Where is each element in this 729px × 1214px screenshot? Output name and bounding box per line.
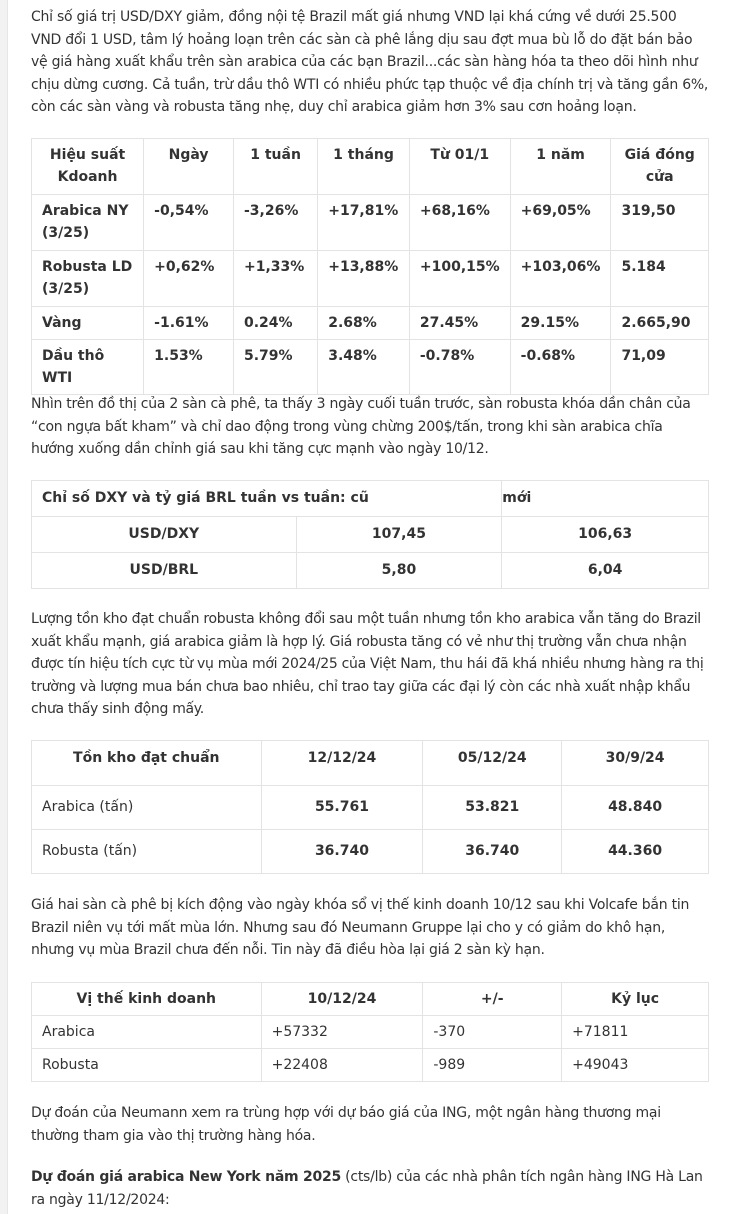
table-cell: 27.45% bbox=[409, 307, 510, 340]
table-header-cell: Chỉ số DXY và tỷ giá BRL tuần vs tuần: cũ bbox=[32, 481, 502, 517]
table-row bbox=[32, 340, 709, 395]
table-header-cell: 1 năm bbox=[510, 139, 611, 195]
table-header-cell: mới bbox=[502, 481, 709, 517]
table-cell: +68,16% bbox=[409, 195, 510, 251]
ing-forecast-text: (cts/lb) của các nhà phân tích ngân hàng ING Hà Lan ra ngày 11/12/2024: bbox=[31, 1169, 703, 1208]
table-header-cell: 05/12/24 bbox=[423, 741, 562, 786]
table-cell: -3,26% bbox=[233, 195, 317, 251]
table-cell: +49043 bbox=[562, 1049, 709, 1082]
table-cell: +17,81% bbox=[318, 195, 410, 251]
table-cell: +71811 bbox=[562, 1016, 709, 1049]
table-cell: 0.24% bbox=[233, 307, 317, 340]
table-cell: 55.761 bbox=[261, 786, 423, 830]
table-cell: Vàng bbox=[32, 307, 144, 340]
table-cell: 5.79% bbox=[233, 340, 317, 395]
table-header-cell: 10/12/24 bbox=[261, 983, 423, 1016]
table-row bbox=[32, 307, 709, 340]
table-cell: 36.740 bbox=[261, 830, 423, 874]
table-cell: 319,50 bbox=[611, 195, 709, 251]
table-cell: 3.48% bbox=[318, 340, 410, 395]
table-header-cell: Ngày bbox=[144, 139, 234, 195]
table-cell: 6,04 bbox=[502, 553, 709, 589]
table-cell: Robusta LD (3/25) bbox=[32, 251, 144, 307]
table-cell: -0.68% bbox=[510, 340, 611, 395]
table-header-cell: Kỷ lục bbox=[562, 983, 709, 1016]
table-cell: Robusta (tấn) bbox=[32, 830, 262, 874]
table-cell: 1.53% bbox=[144, 340, 234, 395]
table-row bbox=[32, 251, 709, 307]
left-margin-bar bbox=[0, 0, 8, 1214]
table-row bbox=[32, 517, 709, 553]
ing-forecast-paragraph bbox=[31, 1166, 709, 1211]
table-cell: -0,54% bbox=[144, 195, 234, 251]
table-cell: 44.360 bbox=[562, 830, 709, 874]
inventory-table bbox=[31, 740, 709, 874]
ing-forecast-heading: Dự đoán giá arabica New York năm 2025 bbox=[31, 1169, 341, 1185]
table-cell: +100,15% bbox=[409, 251, 510, 307]
table-header-cell: 1 tuần bbox=[233, 139, 317, 195]
dxy-brl-table bbox=[31, 480, 709, 589]
table-header-row bbox=[32, 983, 709, 1016]
performance-table bbox=[31, 138, 709, 395]
table-cell: +69,05% bbox=[510, 195, 611, 251]
table-header-row bbox=[32, 481, 709, 517]
table-cell: 53.821 bbox=[423, 786, 562, 830]
table-cell: USD/BRL bbox=[32, 553, 297, 589]
table-header-cell: Vị thế kinh doanh bbox=[32, 983, 262, 1016]
table-header-cell: 12/12/24 bbox=[261, 741, 423, 786]
table-row bbox=[32, 1016, 709, 1049]
table-cell: 29.15% bbox=[510, 307, 611, 340]
position-table bbox=[31, 982, 709, 1082]
volcafe-paragraph: Giá hai sàn cà phê bị kích động vào ngày khóa sổ vị thế kinh doanh 10/12 sau khi Volcafe bắn tin Brazil niên vụ tới mất mùa lớn. Nhưng sau đó Neumann Gruppe lại cho y có giảm do khô hạn, nhưng vụ mùa Brazil chưa đến nỗi. Tin này đã điều hòa lại giá 2 sàn kỳ hạn. bbox=[31, 897, 690, 958]
table-row bbox=[32, 830, 709, 874]
chart-commentary-paragraph: Nhìn trên đồ thị của 2 sàn cà phê, ta thấy 3 ngày cuối tuần trước, sàn robusta khóa dần chân của “con ngựa bất kham” và chỉ dao động trong vùng chừng 200$/tấn, trong khi sàn arabica chĩa hướng xuống dần chỉnh giá sau khi tăng cực mạnh vào ngày 10/12. bbox=[31, 396, 691, 457]
table-cell: 106,63 bbox=[502, 517, 709, 553]
table-header-cell: Giá đóng cửa bbox=[611, 139, 709, 195]
table-row bbox=[32, 195, 709, 251]
table-row bbox=[32, 553, 709, 589]
table-cell: Arabica (tấn) bbox=[32, 786, 262, 830]
table-row bbox=[32, 786, 709, 830]
table-cell: 2.665,90 bbox=[611, 307, 709, 340]
table-header-cell: Hiệu suất Kdoanh bbox=[32, 139, 144, 195]
table-header-cell: Từ 01/1 bbox=[409, 139, 510, 195]
table-cell: +22408 bbox=[261, 1049, 423, 1082]
table-cell: 2.68% bbox=[318, 307, 410, 340]
neumann-paragraph: Dự đoán của Neumann xem ra trùng hợp với dự báo giá của ING, một ngân hàng thương mại thường tham gia vào thị trường hàng hóa. bbox=[31, 1105, 661, 1144]
intro-paragraph: Chỉ số giá trị USD/DXY giảm, đồng nội tệ Brazil mất giá nhưng VND lại khá cứng về dưới 25.500 VND đổi 1 USD, tâm lý hoảng loạn trên các sàn cà phê lắng dịu sau đợt mua bù lỗ do đặt bán bảo vệ giá hàng xuất khẩu trên sàn arabica của các bạn Brazil...các sàn hàng hóa ta theo dõi hình như chịu dừng cương. Cả tuần, trừ dầu thô WTI có nhiều phức tạp thuộc về địa chính trị và tăng gần 6%, còn các sàn vàng và robusta tăng nhẹ, duy chỉ arabica giảm hơn 3% sau cơn hoảng loạn. bbox=[31, 9, 709, 115]
table-row bbox=[32, 1049, 709, 1082]
table-cell: +1,33% bbox=[233, 251, 317, 307]
table-header-cell: +/- bbox=[423, 983, 562, 1016]
table-cell: +0,62% bbox=[144, 251, 234, 307]
table-cell: Arabica NY (3/25) bbox=[32, 195, 144, 251]
table-header-cell: 1 tháng bbox=[318, 139, 410, 195]
table-cell: +57332 bbox=[261, 1016, 423, 1049]
table-cell: -1.61% bbox=[144, 307, 234, 340]
table-cell: +13,88% bbox=[318, 251, 410, 307]
table-cell: +103,06% bbox=[510, 251, 611, 307]
table-header-row bbox=[32, 139, 709, 195]
table-cell: 5.184 bbox=[611, 251, 709, 307]
table-cell: 48.840 bbox=[562, 786, 709, 830]
table-cell: -0.78% bbox=[409, 340, 510, 395]
table-cell: Arabica bbox=[32, 1016, 262, 1049]
table-cell: -989 bbox=[423, 1049, 562, 1082]
table-cell: USD/DXY bbox=[32, 517, 297, 553]
table-cell: Robusta bbox=[32, 1049, 262, 1082]
table-cell: Dầu thô WTI bbox=[32, 340, 144, 395]
inventory-paragraph: Lượng tồn kho đạt chuẩn robusta không đổi sau một tuần nhưng tồn kho arabica vẫn tăng do Brazil xuất khẩu mạnh, giá arabica giảm là hợp lý. Giá robusta tăng có vẻ như thị trường vẫn chưa nhận được tín hiệu tích cực từ vụ mùa mới 2024/25 của Việt Nam, thu hái đã khá nhiều nhưng hàng ra thị trường và lượng mua bán chưa bao nhiêu, chỉ trao tay giữa các đại lý còn các nhà xuất nhập khẩu chưa thấy sinh động mấy. bbox=[31, 611, 704, 717]
table-cell: 71,09 bbox=[611, 340, 709, 395]
table-cell: 5,80 bbox=[296, 553, 502, 589]
table-header-cell: Tồn kho đạt chuẩn bbox=[32, 741, 262, 786]
table-header-cell: 30/9/24 bbox=[562, 741, 709, 786]
table-header-row bbox=[32, 741, 709, 786]
table-cell: 36.740 bbox=[423, 830, 562, 874]
table-cell: -370 bbox=[423, 1016, 562, 1049]
table-cell: 107,45 bbox=[296, 517, 502, 553]
